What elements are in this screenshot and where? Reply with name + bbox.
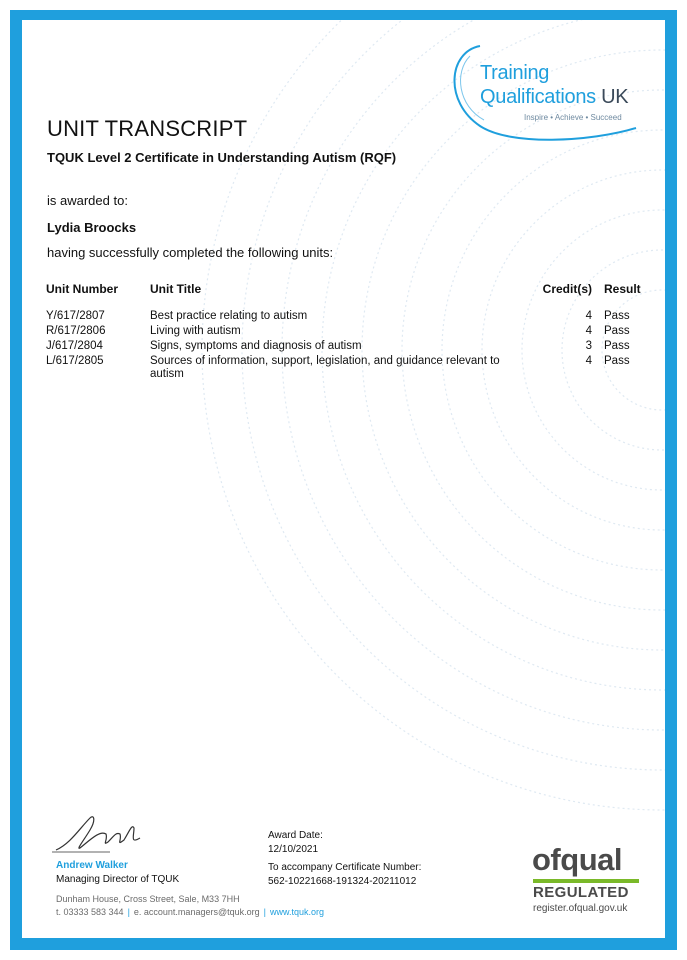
unit-title-cell: Best practice relating to autism <box>150 310 308 322</box>
header-unit-title: Unit Title <box>150 282 202 296</box>
result-cell: Pass <box>604 340 630 352</box>
unit-title-cell: Signs, symptoms and diagnosis of autism <box>150 340 362 352</box>
logo-tagline: Inspire • Achieve • Succeed <box>524 113 622 122</box>
phone-number: t. 03333 583 344 <box>56 907 124 917</box>
ofqual-logo <box>530 842 650 918</box>
logo-text-line2: Qualifications UK <box>480 86 629 108</box>
company-address: Dunham House, Cross Street, Sale, M33 7HH <box>56 894 240 904</box>
table-row <box>44 339 654 354</box>
certificate-number-label: To accompany Certificate Number: <box>268 862 422 873</box>
unit-number-cell: R/617/2806 <box>46 325 106 337</box>
signer-role: Managing Director of TQUK <box>56 874 180 885</box>
logo-text-line1: Training <box>480 62 550 84</box>
completed-text: having successfully completed the following units: <box>47 245 334 260</box>
credits-cell: 4 <box>585 310 592 322</box>
awarded-to-label: is awarded to: <box>47 193 128 208</box>
award-date-label: Award Date: <box>268 830 323 841</box>
award-date: 12/10/2021 <box>268 844 319 855</box>
unit-number-cell: J/617/2804 <box>46 340 103 352</box>
unit-title-cell: Living with autism <box>150 325 241 337</box>
units-table <box>44 279 654 382</box>
transcript-page <box>22 20 665 938</box>
ofqual-green-bar <box>533 879 639 883</box>
header-unit-number: Unit Number <box>46 282 118 296</box>
result-cell: Pass <box>604 310 630 322</box>
table-row <box>44 354 654 382</box>
table-row <box>44 309 654 324</box>
ofqual-regulated: REGULATED <box>533 884 629 901</box>
certificate-number: 562-10221668-191324-20211012 <box>268 876 417 887</box>
credits-cell: 4 <box>585 325 592 337</box>
contact-line: t. 03333 583 344 | e. account.managers@tquk.org | www.tquk.org <box>56 907 324 917</box>
result-cell: Pass <box>604 355 630 367</box>
result-cell: Pass <box>604 325 630 337</box>
header-result: Result <box>604 282 641 296</box>
table-row <box>44 324 654 339</box>
website-link: www.tquk.org <box>269 907 324 917</box>
unit-title-cell: Sources of information, support, legislation, and guidance relevant to autism <box>150 355 500 380</box>
signer-name: Andrew Walker <box>56 860 128 871</box>
email-address: e. account.managers@tquk.org <box>133 907 260 917</box>
ofqual-wordmark: ofqual <box>532 842 622 877</box>
table-header-row <box>44 279 654 309</box>
ofqual-url: register.ofqual.gov.uk <box>533 903 628 914</box>
unit-number-cell: Y/617/2807 <box>46 310 105 322</box>
credits-cell: 4 <box>585 355 592 367</box>
tquk-logo <box>440 42 652 152</box>
qualification-title: TQUK Level 2 Certificate in Understanding Autism (RQF) <box>47 150 397 165</box>
unit-number-cell: L/617/2805 <box>46 355 104 367</box>
header-credits: Credit(s) <box>542 282 592 296</box>
signature-image <box>50 810 150 856</box>
learner-name: Lydia Broocks <box>47 220 137 235</box>
credits-cell: 3 <box>585 340 592 352</box>
page-title: UNIT TRANSCRIPT <box>47 116 248 141</box>
